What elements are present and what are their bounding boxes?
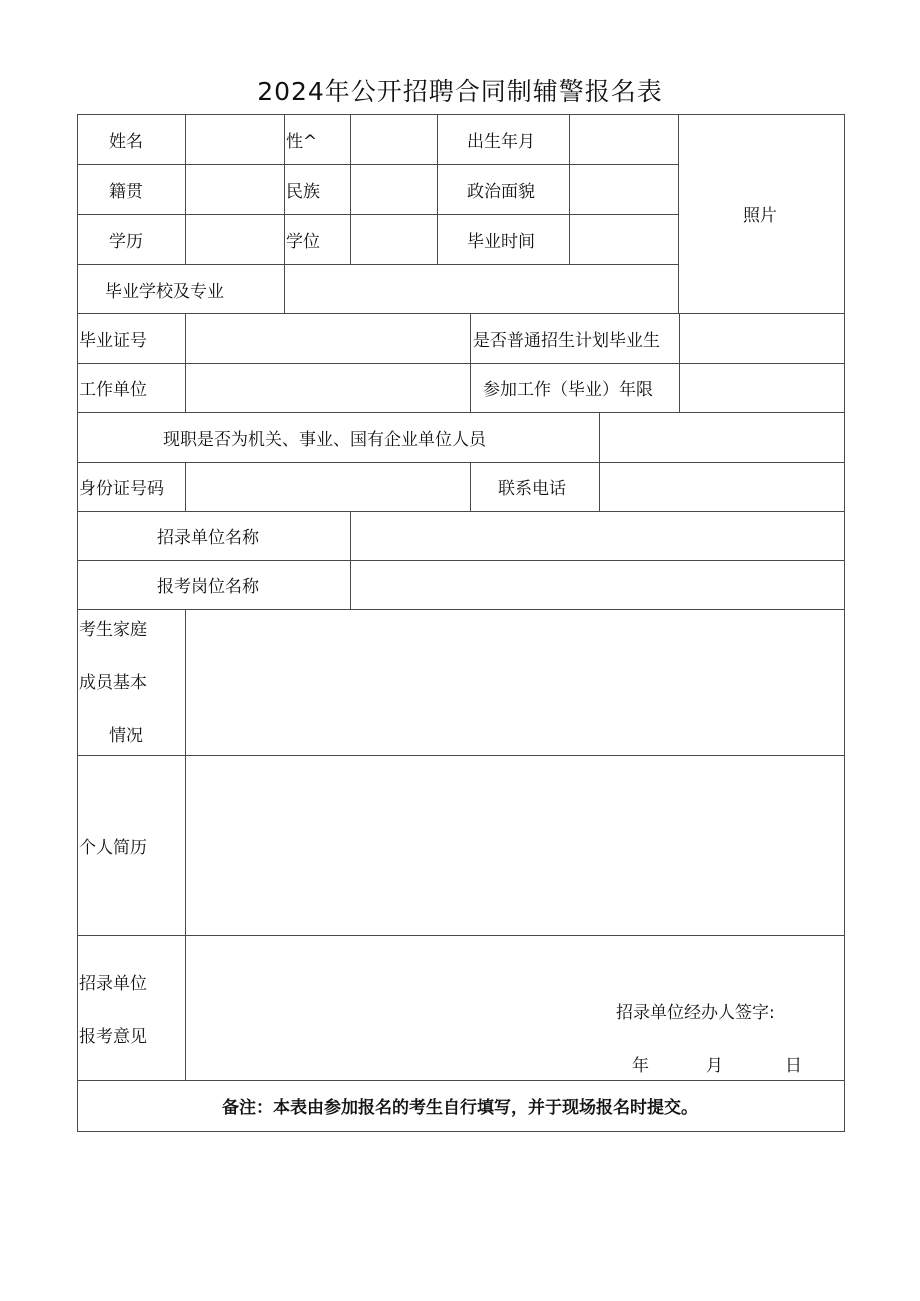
label-position: 报考岗位名称 [157,577,259,597]
degree-field[interactable] [351,215,437,264]
date-year-label: 年 [632,1056,649,1076]
label-degree: 学位 [286,232,320,252]
form-note: 备注：本表由参加报名的考生自行填写，并于现场报名时提交。 [222,1098,698,1118]
label-id-number: 身份证号码 [79,479,164,499]
label-regular-enrollment: 是否普通招生计划毕业生 [473,331,660,351]
col-divider [470,462,471,511]
label-native-place: 籍贯 [109,182,143,202]
ethnicity-field[interactable] [351,165,437,214]
label-work-years: 参加工作（毕业）年限 [483,380,653,400]
work-unit-field[interactable] [186,364,470,412]
current-status-field[interactable] [600,413,844,462]
regular-enrollment-field[interactable] [680,314,844,363]
label-photo: 照片 [743,206,777,226]
label-ethnicity: 民族 [286,182,320,202]
table-border-bottom [77,1131,845,1132]
col-divider [437,114,438,264]
date-month-label: 月 [706,1056,723,1076]
family-info-field[interactable] [186,610,844,755]
position-field[interactable] [351,561,844,609]
label-name: 姓名 [109,132,143,152]
political-status-field[interactable] [570,165,678,214]
diploma-no-field[interactable] [186,314,470,363]
label-diploma-no: 毕业证号 [79,331,147,351]
signature-label: 招录单位经办人签字: [616,1003,775,1023]
row-divider [77,1080,845,1081]
label-family-line2: 成员基本 [79,673,147,693]
graduation-time-field[interactable] [570,215,678,264]
phone-field[interactable] [600,463,844,511]
education-field[interactable] [186,215,284,264]
label-opinion-line1: 招录单位 [79,974,147,994]
label-gender: 性^ [286,132,318,152]
id-number-field[interactable] [186,463,470,511]
page-title: 2024年公开招聘合同制辅警报名表 [257,77,663,106]
label-family-line3: 情况 [109,726,143,746]
birth-field[interactable] [570,115,678,164]
label-phone: 联系电话 [498,479,566,499]
label-graduation-time: 毕业时间 [467,232,535,252]
resume-field[interactable] [186,756,844,935]
native-place-field[interactable] [186,165,284,214]
label-family-line1: 考生家庭 [79,620,147,640]
label-resume: 个人简历 [79,838,147,858]
table-border-left [77,114,78,1132]
label-education: 学历 [109,232,143,252]
label-current-status: 现职是否为机关、事业、国有企业单位人员 [163,430,486,450]
work-years-field[interactable] [680,364,844,412]
label-opinion-line2: 报考意见 [79,1027,147,1047]
gender-field[interactable] [351,115,437,164]
col-divider [470,313,471,412]
school-major-field[interactable] [285,265,678,313]
label-birth: 出生年月 [467,132,535,152]
recruiting-unit-field[interactable] [351,512,844,560]
date-day-label: 日 [785,1056,802,1076]
name-field[interactable] [186,115,284,164]
label-work-unit: 工作单位 [79,380,147,400]
table-border-right [844,114,845,1132]
label-political-status: 政治面貌 [467,182,535,202]
label-recruiting-unit: 招录单位名称 [157,528,259,548]
label-school-major: 毕业学校及专业 [105,282,224,302]
